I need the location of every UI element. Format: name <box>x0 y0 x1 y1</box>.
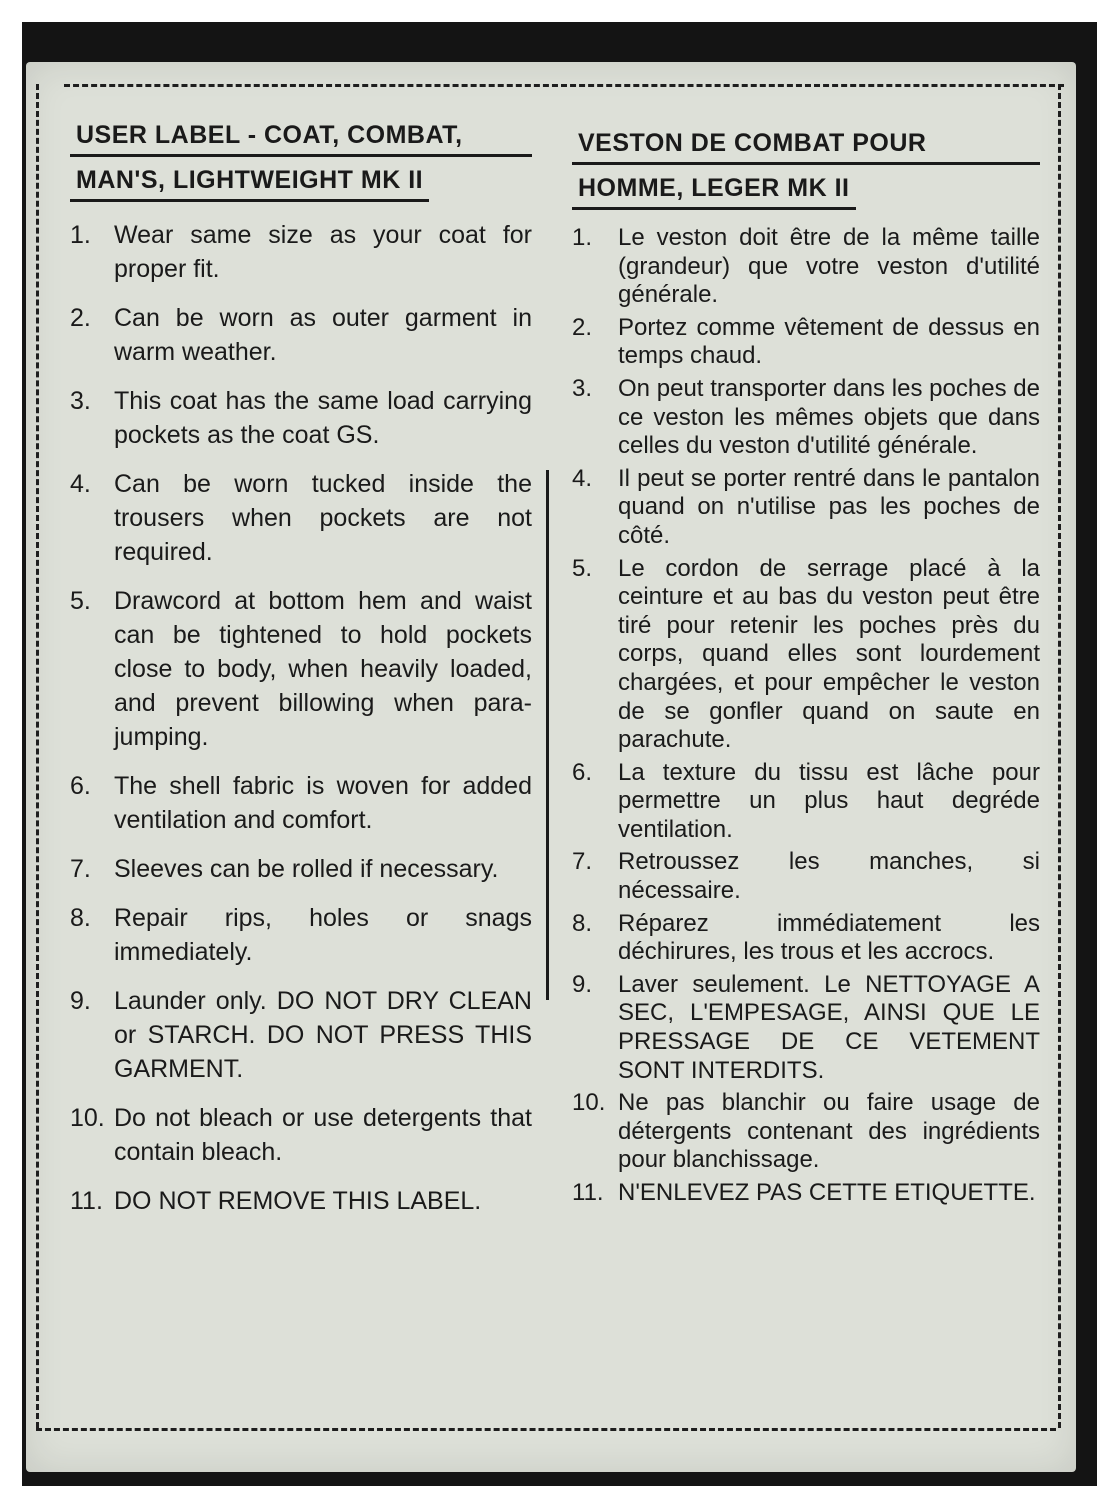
item-text: Retroussez les manches, si nécessaire. <box>618 848 1040 905</box>
item-text: Portez comme vêtement de dessus en temps chaud. <box>618 313 1040 370</box>
item-number: 7. <box>572 848 593 876</box>
item-text: The shell fabric is woven for added ventilation and comfort. <box>114 772 532 834</box>
list-item <box>70 1184 532 1218</box>
list-item <box>572 848 1040 905</box>
item-number: 9. <box>70 987 91 1015</box>
item-text: Drawcord at bottom hem and waist can be tightened to hold pockets close to body, when heavily loaded, and prevent billowing when para-jumping. <box>114 587 532 751</box>
item-text: DO NOT REMOVE THIS LABEL. <box>114 1187 482 1215</box>
item-number: 5. <box>70 587 91 615</box>
item-number: 11. <box>572 1179 604 1206</box>
stitch-line-top <box>64 84 1064 87</box>
item-text: Il peut se porter rentré dans le pantalon quand on n'utilise pas les poches de côté. <box>618 464 1040 549</box>
item-text: On peut transporter dans les poches de ce veston les mêmes objets que dans celles du veston d'utilité générale. <box>618 374 1040 460</box>
english-title-line2: MAN'S, LIGHTWEIGHT MK II <box>70 163 429 202</box>
column-divider <box>546 470 549 1000</box>
item-number: 3. <box>572 374 593 402</box>
item-text: Le veston doit être de la même taille (grandeur) que votre veston d'utilité générale. <box>618 224 1040 309</box>
item-number: 2. <box>70 304 91 332</box>
list-item <box>70 1101 532 1169</box>
list-item <box>572 555 1040 755</box>
item-text: Le cordon de serrage placé à la ceinture et au bas du veston peut être tiré pour retenir les poches près du corps, quand elles sont lourdement chargées, et pour empêcher le veston de se gonfler quand on saute en parachute. <box>618 554 1040 754</box>
item-text: Ne pas blanchir ou faire usage de détergents contenant des ingrédients pour blanchissage. <box>618 1089 1040 1174</box>
item-number: 6. <box>572 758 593 786</box>
item-number: 1. <box>70 221 91 249</box>
item-text: This coat has the same load carrying pockets as the coat GS. <box>114 387 532 449</box>
item-text: Repair rips, holes or snags immediately. <box>114 904 532 966</box>
item-number: 6. <box>70 772 91 800</box>
list-item <box>572 314 1040 371</box>
stitch-line-right <box>1058 84 1061 1428</box>
item-text: Launder only. DO NOT DRY CLEAN or STARCH. DO NOT PRESS THIS GARMENT. <box>114 987 532 1083</box>
english-instructions-list <box>70 218 532 1218</box>
list-item <box>572 1179 1040 1208</box>
list-item <box>70 218 532 286</box>
item-text: Can be worn as outer garment in warm weather. <box>114 304 532 366</box>
english-column <box>70 118 532 1233</box>
item-number: 4. <box>572 464 593 492</box>
item-text: Do not bleach or use detergents that contain bleach. <box>114 1104 532 1166</box>
item-number: 1. <box>572 224 593 251</box>
item-number: 10. <box>70 1104 105 1132</box>
item-number: 8. <box>572 909 593 937</box>
item-text: Laver seulement. Le NETTOYAGE A SEC, L'EMPESAGE, AINSI QUE LE PRESSAGE DE CE VETEMENT SONT INTERDITS. <box>618 970 1040 1084</box>
item-number: 7. <box>70 855 91 883</box>
item-number: 5. <box>572 554 593 582</box>
item-number: 8. <box>70 904 91 932</box>
list-item <box>70 852 532 886</box>
french-column <box>572 126 1040 1212</box>
list-item <box>572 971 1040 1085</box>
item-number: 2. <box>572 313 593 341</box>
item-number: 3. <box>70 387 91 415</box>
list-item <box>572 224 1040 310</box>
stitch-line-bottom <box>36 1428 1056 1431</box>
list-item <box>70 384 532 452</box>
item-number: 11. <box>70 1187 103 1215</box>
stitch-line-left <box>36 84 39 1428</box>
french-instructions-list <box>572 224 1040 1208</box>
list-item <box>70 467 532 569</box>
list-item <box>70 584 532 754</box>
list-item <box>572 465 1040 551</box>
list-item <box>572 375 1040 461</box>
list-item <box>572 910 1040 967</box>
list-item <box>572 759 1040 845</box>
item-number: 4. <box>70 470 91 498</box>
item-number: 9. <box>572 970 593 998</box>
item-text: Can be worn tucked inside the trousers when pockets are not required. <box>114 470 532 566</box>
list-item <box>572 1089 1040 1175</box>
english-title-line1: USER LABEL - COAT, COMBAT, <box>70 118 532 157</box>
list-item <box>70 984 532 1086</box>
french-title-line2: HOMME, LEGER MK II <box>572 171 856 210</box>
list-item <box>70 901 532 969</box>
list-item <box>70 301 532 369</box>
item-text: Wear same size as your coat for proper fit. <box>114 221 532 283</box>
french-title-line1: VESTON DE COMBAT POUR <box>572 126 1040 165</box>
item-text: Sleeves can be rolled if necessary. <box>114 855 499 883</box>
list-item <box>70 769 532 837</box>
item-number: 10. <box>572 1089 606 1117</box>
item-text: La texture du tissu est lâche pour permettre un plus haut degréde ventilation. <box>618 758 1040 843</box>
item-text: Réparez immédiatement les déchirures, les trous et les accrocs. <box>618 909 1040 966</box>
item-text: N'ENLEVEZ PAS CETTE ETIQUETTE. <box>618 1179 1036 1206</box>
